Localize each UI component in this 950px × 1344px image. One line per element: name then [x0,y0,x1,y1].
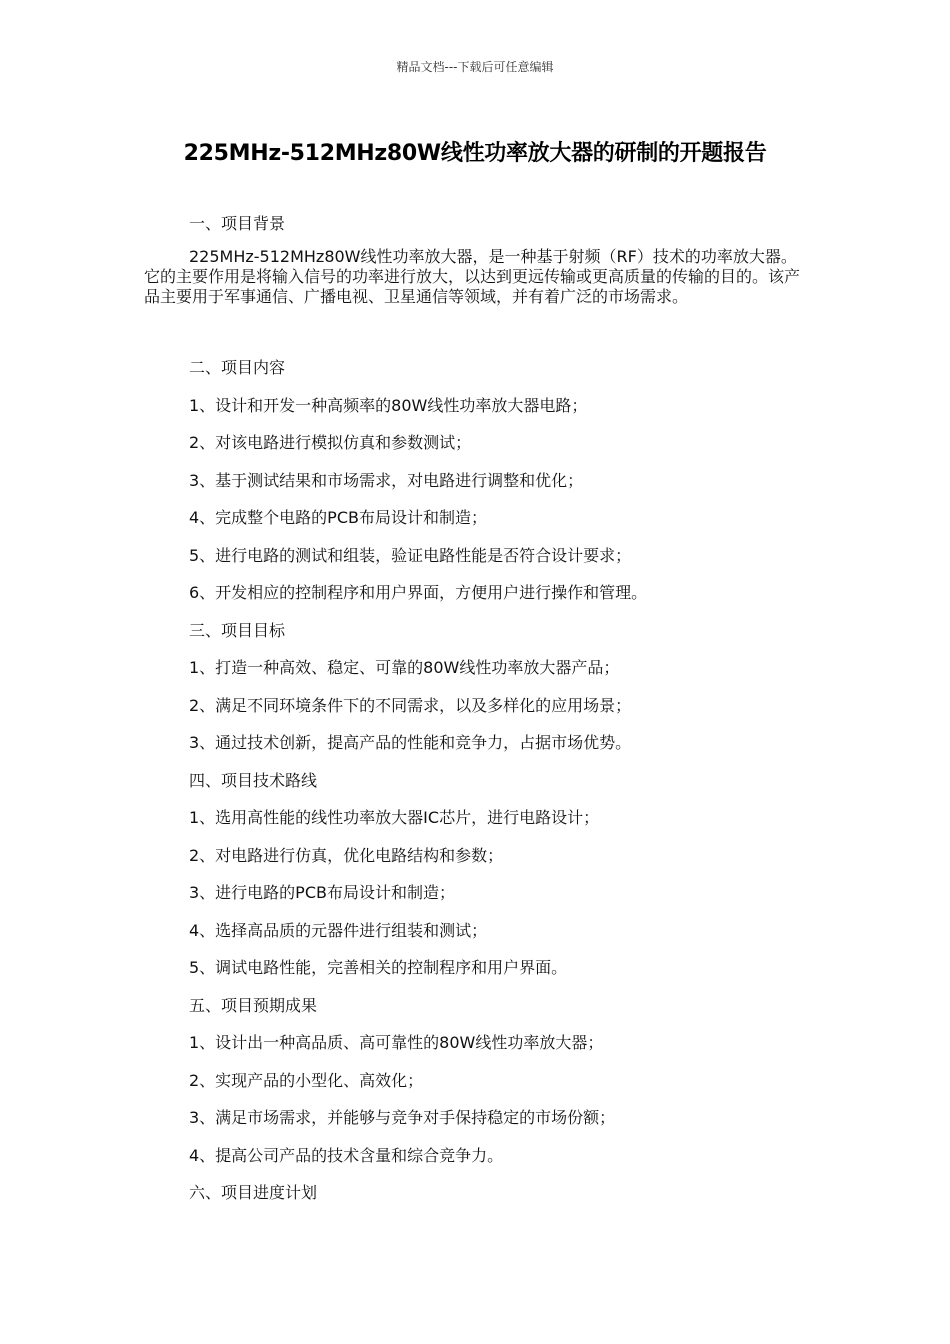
list-item: 2、对该电路进行模拟仿真和参数测试； [189,433,472,452]
list-item: 5、进行电路的测试和组装，验证电路性能是否符合设计要求； [189,546,632,565]
section-heading-background: 一、项目背景 [189,214,286,233]
section-heading-expected-results: 五、项目预期成果 [189,996,318,1015]
list-item: 2、实现产品的小型化、高效化； [189,1071,424,1090]
list-item: 3、满足市场需求，并能够与竞争对手保持稳定的市场份额； [189,1108,616,1127]
list-item: 1、选用高性能的线性功率放大器IC芯片，进行电路设计； [189,808,600,827]
section-heading-content: 二、项目内容 [189,358,286,377]
list-item: 4、选择高品质的元器件进行组装和测试； [189,921,488,940]
list-item: 2、满足不同环境条件下的不同需求，以及多样化的应用场景； [189,696,632,715]
list-item: 1、打造一种高效、稳定、可靠的80W线性功率放大器产品； [189,658,620,677]
section-heading-goals: 三、项目目标 [189,621,286,640]
list-item: 6、开发相应的控制程序和用户界面，方便用户进行操作和管理。 [189,583,648,602]
section-heading-technical-route: 四、项目技术路线 [189,771,318,790]
list-item: 3、进行电路的PCB布局设计和制造； [189,883,455,902]
list-item: 5、调试电路性能，完善相关的控制程序和用户界面。 [189,958,568,977]
list-item: 1、设计和开发一种高频率的80W线性功率放大器电路； [189,396,588,415]
section-heading-schedule: 六、项目进度计划 [189,1183,318,1202]
list-item: 4、提高公司产品的技术含量和综合竞争力。 [189,1146,504,1165]
list-item: 3、通过技术创新，提高产品的性能和竞争力，占据市场优势。 [189,733,632,752]
background-paragraph: 225MHz-512MHz80W线性功率放大器，是一种基于射频（RF）技术的功率放大器。它的主要作用是将输入信号的功率进行放大，以达到更远传输或更高质量的传输的目的。该产品主要用于军事通信、广播电视、卫星通信等领域，并有着广泛的市场需求。 [144,247,801,306]
list-item: 4、完成整个电路的PCB布局设计和制造； [189,508,487,527]
list-item: 3、基于测试结果和市场需求，对电路进行调整和优化； [189,471,584,490]
page-header: 精品文档---下载后可任意编辑 [396,60,554,74]
list-item: 2、对电路进行仿真，优化电路结构和参数； [189,846,504,865]
document-title: 225MHz-512MHz80W线性功率放大器的研制的开题报告 [183,141,767,166]
list-item: 1、设计出一种高品质、高可靠性的80W线性功率放大器； [189,1033,604,1052]
